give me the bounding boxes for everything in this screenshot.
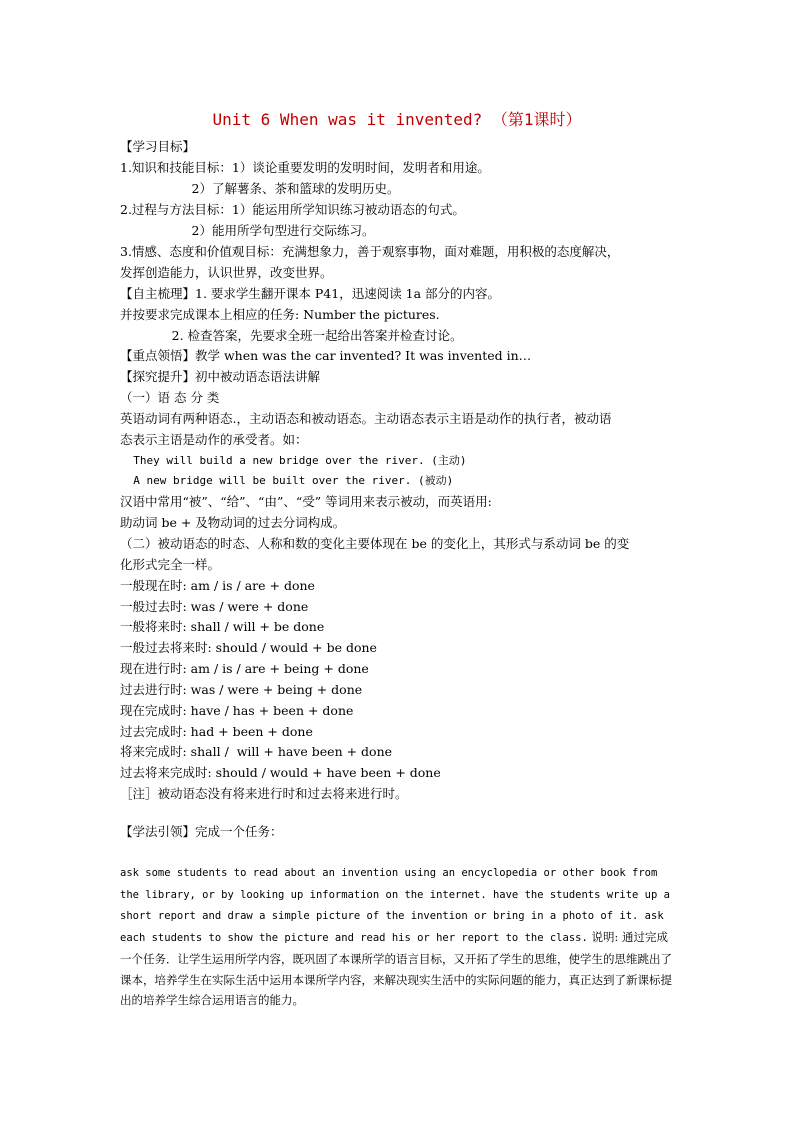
objective-emotion: 3.情感、态度和价值观目标：充满想象力，善于观察事物，面对难题，用积极的态度解决，	[120, 244, 620, 259]
explore-heading: 【探究提升】初中被动语态语法讲解	[120, 369, 321, 384]
tense-future-perfect: 将来完成时: shall / will + have been + done	[120, 744, 393, 759]
passive-construction: 助动词 be + 及物动词的过去分词构成。	[120, 515, 346, 530]
tense-past-continuous: 过去进行时: was / were + being + done	[120, 682, 363, 697]
self-study-step-2: 2. 检查答案，先要求全班一起给出答案并检查讨论。	[120, 328, 463, 343]
note-line: ［注］被动语态没有将来进行时和过去将来进行时。	[120, 786, 408, 801]
objective-emotion-cont: 发挥创造能力，认识世界，改变世界。	[120, 265, 333, 280]
voice-explanation-cont: 态表示主语是动作的承受者。如：	[120, 432, 308, 447]
tense-past-future: 一般过去将来时: should / would + be done	[120, 640, 377, 655]
voice-explanation: 英语动词有两种语态.，主动语态和被动语态。主动语态表示主语是动作的执行者，被动语	[120, 411, 612, 426]
example-passive: A new bridge will be built over the river. (被动)	[120, 474, 454, 487]
tense-change-cont: 化形式完全一样。	[120, 557, 221, 572]
tense-simple-future: 一般将来时: shall / will + be done	[120, 619, 325, 634]
example-active: They will build a new bridge over the river. (主动)	[120, 454, 467, 467]
section-heading-objectives: 【学习目标】	[120, 139, 196, 154]
method-heading: 【学法引领】完成一个任务：	[120, 824, 283, 839]
task-paragraph-en: ask some students to read about an invention using an encyclopedia or other book from the library, or by looking up information on the internet. have the students write up a short report and draw a simple picture of the invention or bring in a photo of it. ask each students to show the picture and read his or her report to the class.	[120, 867, 670, 945]
voice-classification-heading: （一）语 态 分 类	[120, 390, 220, 405]
tense-simple-past: 一般过去时: was / were + done	[120, 599, 309, 614]
key-point: 【重点领悟】教学 when was the car invented? It was invented in…	[120, 348, 532, 363]
tense-change-heading: （二）被动语态的时态、人称和数的变化主要体现在 be 的变化上，其形式与系动词 be 的变	[120, 536, 630, 551]
tense-past-future-perfect: 过去将来完成时: should / would + have been + done	[120, 765, 441, 780]
task-paragraph	[120, 862, 675, 1011]
page-title: Unit 6 When was it invented? （第1课时）	[212, 110, 582, 129]
self-study-step-1: 【自主梳理】1. 要求学生翻开课本 P41，迅速阅读 1a 部分的内容。	[120, 286, 501, 301]
task-paragraph-zh: 说明: 通过完成一个任务．让学生运用所学内容，既巩固了本课所学的语言目标，又开拓了学生的思维，使学生的思维跳出了课本，培养学生在实际生活中运用本课所学内容，来解决现实生活中的实际问题的能力，真正达到了新课标提出的培养学生综合运用语言的能力。	[120, 930, 672, 1008]
objective-knowledge-2: 2）了解薯条、茶和篮球的发明历史。	[120, 181, 400, 196]
tense-present-continuous: 现在进行时: am / is / are + being + done	[120, 661, 369, 676]
tense-past-perfect: 过去完成时: had + been + done	[120, 724, 313, 739]
tense-present-perfect: 现在完成时: have / has + been + done	[120, 703, 354, 718]
objective-process: 2.过程与方法目标：1）能运用所学知识练习被动语态的句式。	[120, 202, 465, 217]
objective-knowledge: 1.知识和技能目标：1）谈论重要发明的发明时间，发明者和用途。	[120, 160, 490, 175]
tense-simple-present: 一般现在时: am / is / are + done	[120, 578, 315, 593]
objective-process-2: 2）能用所学句型进行交际练习。	[120, 223, 375, 238]
chinese-passive-note: 汉语中常用“被”、“给”、“由”、“受” 等词用来表示被动，而英语用:	[120, 494, 492, 509]
self-study-task: 并按要求完成课本上相应的任务: Number the pictures.	[120, 307, 440, 322]
